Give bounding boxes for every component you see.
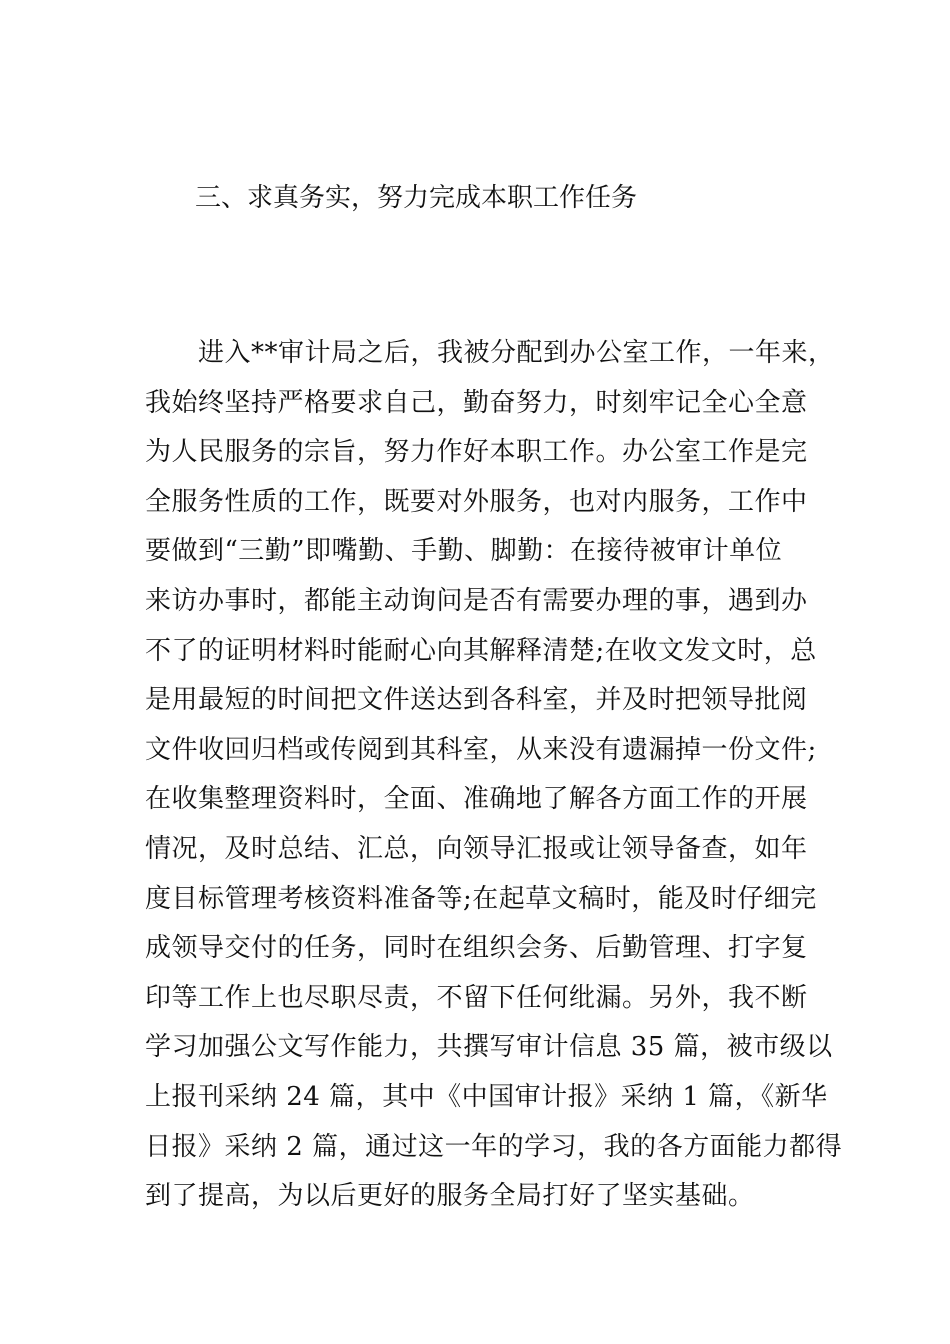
paragraph-line: 日报》采纳 2 篇，通过这一年的学习，我的各方面能力都得 <box>145 1131 843 1162</box>
paragraph-line: 在收集整理资料时，全面、准确地了解各方面工作的开展 <box>145 784 808 815</box>
paragraph-line: 上报刊采纳 24 篇，其中《中国审计报》采纳 1 篇，《新华 <box>145 1081 828 1112</box>
paragraph-line: 到了提高，为以后更好的服务全局打好了坚实基础。 <box>145 1181 755 1212</box>
paragraph-line: 情况，及时总结、汇总，向领导汇报或让领导备查，如年 <box>145 833 808 864</box>
paragraph-line: 我始终坚持严格要求自己，勤奋努力，时刻牢记全心全意 <box>145 387 808 418</box>
paragraph-line: 要做到“三勤”即嘴勤、手勤、脚勤：在接待被审计单位 <box>145 536 783 567</box>
paragraph-line: 不了的证明材料时能耐心向其解释清楚;在收文发文时，总 <box>145 635 817 666</box>
paragraph-line: 全服务性质的工作，既要对外服务，也对内服务，工作中 <box>145 486 808 517</box>
paragraph-line: 为人民服务的宗旨，努力作好本职工作。办公室工作是完 <box>145 437 808 468</box>
paragraph-line: 是用最短的时间把文件送达到各科室，并及时把领导批阅 <box>145 685 808 716</box>
paragraph-line: 进入**审计局之后，我被分配到办公室工作，一年来， <box>198 338 835 368</box>
paragraph-line: 来访办事时，都能主动询问是否有需要办理的事，遇到办 <box>145 585 808 616</box>
paragraph-line: 度目标管理考核资料准备等;在起草文稿时，能及时仔细完 <box>145 883 817 914</box>
body-paragraph <box>145 329 843 1222</box>
paragraph-line: 印等工作上也尽职尽责，不留下任何纰漏。另外，我不断 <box>145 982 808 1013</box>
section-heading: 三、求真务实，努力完成本职工作任务 <box>195 183 638 213</box>
paragraph-line: 成领导交付的任务，同时在组织会务、后勤管理、打字复 <box>145 933 808 964</box>
paragraph-line: 学习加强公文写作能力，共撰写审计信息 35 篇，被市级以 <box>145 1032 833 1063</box>
paragraph-line: 文件收回归档或传阅到其科室，从来没有遗漏掉一份文件; <box>145 734 817 765</box>
